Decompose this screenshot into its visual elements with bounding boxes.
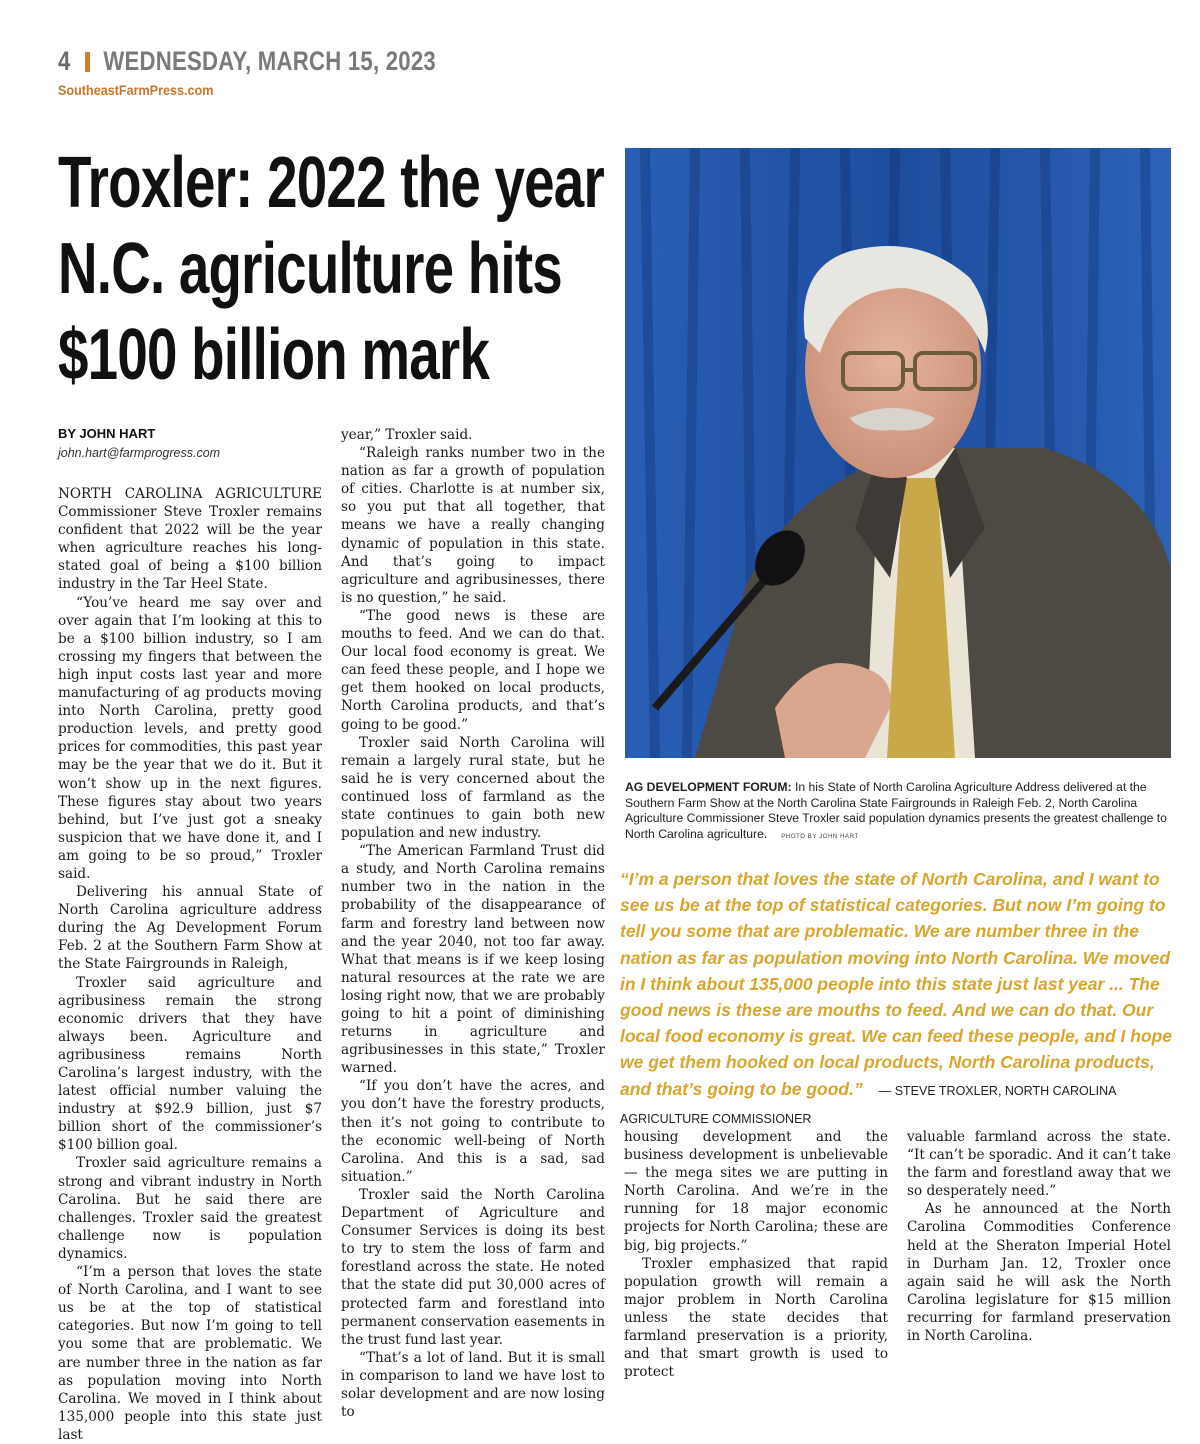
page-number: 4 (58, 46, 71, 76)
issue-date: WEDNESDAY, MARCH 15, 2023 (103, 46, 436, 76)
paragraph: “Raleigh ranks number two in the nation as far a growth of population of cities. Charlotte is at number six, so you put that all together, that means we have a really changing dynamic of population in this state. And that’s going to impact agriculture and agribusinesses, there is no question,” he said. (341, 445, 605, 606)
paragraph: “The good news is these are mouths to feed. And we can do that. Our local food economy is great. We can feed these people, and I hope we get them hooked on local products, North Carolina products, and that’s going to be good.” (341, 607, 605, 733)
paragraph: “That’s a lot of land. But it is small in comparison to land we have lost to solar development and are now losing to (341, 1349, 605, 1421)
article-column-4 (907, 1128, 1171, 1345)
photo-credit: PHOTO BY JOHN HART (781, 833, 859, 840)
paragraph: year,” Troxler said. (341, 427, 473, 443)
headline-line-2: N.C. agriculture hits (58, 229, 562, 309)
headline-line-1: Troxler: 2022 the year (58, 143, 605, 223)
paragraph: Troxler said the North Carolina Department of Agriculture and Consumer Services is doing its best to try to stem the loss of farm and forestland across the state. He noted that the state did put 30,000 acres of protected farm and forestland into permanent conservation easements in the trust fund last year. (341, 1186, 605, 1348)
paragraph: Delivering his annual State of North Carolina agriculture address during the Ag Development Forum Feb. 2 at the Southern Farm Show at the State Fairgrounds in Raleigh, (58, 884, 322, 973)
paragraph: Troxler said North Carolina will remain a largely rural state, but he said he is very concerned about the continued loss of farmland as the state continues to gain both new population and new industry. (341, 734, 605, 842)
commissioner-photo (625, 148, 1171, 758)
paragraph: As he announced at the North Carolina Commodities Conference held at the Sheraton Imperial Hotel in Durham Jan. 12, Troxler once again said he will ask the North Carolina legislature for $15 million recurring for farmland preservation in North Carolina. (907, 1201, 1171, 1345)
page-folio (58, 46, 436, 77)
paragraph: Troxler said agriculture remains a strong and vibrant industry in North Carolina. But he said there are challenges. Troxler said the greatest challenge now is population dynamics. (58, 1155, 322, 1262)
paragraph: “I’m a person that loves the state of North Carolina, and I want to see us be at the top of statistical categories. But now I’m going to tell you some that are problematic. We are number three in the nation as far as population moving into North Carolina. We moved in I think about 135,000 people into this state just last (58, 1264, 322, 1443)
author-email: john.hart@farmprogress.com (58, 446, 221, 460)
headline (58, 140, 605, 398)
photo-illustration (625, 148, 1171, 758)
site-url: SoutheastFarmPress.com (58, 82, 214, 98)
headline-line-3: $100 billion mark (58, 315, 490, 395)
article-column-3 (624, 1128, 888, 1381)
folio-divider (85, 52, 90, 72)
article-column-2 (341, 426, 605, 1421)
caption-label: AG DEVELOPMENT FORUM: (625, 780, 792, 794)
paragraph: valuable farmland across the state. “It can’t be sporadic. And it can’t take the farm and forestland away that we so desperately need.” (907, 1129, 1171, 1200)
paragraph: “The American Farmland Trust did a study, and North Carolina remains number two in the nation in the probability of the disappearance of farm and forestry land between now and the year 2040, not too far away. What that means is if we keep losing natural resources at the rate we are losing right now, that we are probably going to hit a point of diminishing returns in agriculture and agribusinesses in this state,” Troxler warned. (341, 843, 605, 1077)
byline: BY JOHN HART (58, 426, 156, 441)
paragraph: “You’ve heard me say over and over again that I’m looking at this to be a $100 billion industry, so I am crossing my fingers that between the high input costs last year and more manufacturing of ag products moving into North Carolina, pretty good production levels, and pretty good prices for commodities, this past year may be the year that we do it. But it won’t show up in the next figures. These figures stay about two years behind, but I’ve just got a sneaky suspicion that we have done it, and I am going to be so proud,” Troxler said. (58, 594, 322, 882)
pull-quote-text: “I’m a person that loves the state of North Carolina, and I want to see us be at the top of statistical categories. But now I’m going to tell you some that are problematic. We are number three in the nation as far as population moving into North Carolina. We moved in I think about 135,000 people into this state just last year ... The good news is these are mouths to feed. And we can do that. Our local food economy is great. We can feed these people, and I hope we get them hooked on local products, North Carolina products, and that’s going to be good.” (620, 869, 1173, 1099)
paragraph: NORTH CAROLINA AGRICULTURE Commissioner Steve Troxler remains confident that 2022 will be the year when agriculture reaches his long-stated goal of being a $100 billion industry in the Tar Heel State. (58, 486, 322, 593)
paragraph: housing development and the business development is unbelievable — the mega sites we are putting in North Carolina. And we’re in the running for 18 major economic projects for North Carolina; these are big, big projects.” (624, 1129, 888, 1254)
paragraph: Troxler said agriculture and agribusiness remain the strong economic drivers that they have always been. Agriculture and agribusiness remains North Carolina’s largest industry, with the latest official number valuing the industry at $92.9 billion, just $7 billion short of the commissioner’s $100 billion goal. (58, 974, 322, 1154)
caption-text: In his State of North Carolina Agriculture Address delivered at the Southern Farm Show at the North Carolina State Fairgrounds in Raleigh Feb. 2, North Carolina Agriculture Commissioner Steve Troxler said population dynamics presents the greatest challenge to North Carolina agriculture. (625, 780, 1167, 841)
photo-caption (625, 780, 1171, 845)
paragraph: “If you don’t have the acres, and you don’t have the forestry products, then it’s not going to contribute to the economic well-being of North Carolina. And this is a sad, sad situation.” (341, 1078, 605, 1185)
pull-quote-attribution: — STEVE TROXLER, NORTH CAROLINA AGRICULTURE COMMISSIONER (620, 1083, 1116, 1126)
article-column-1 (58, 485, 322, 1444)
paragraph: Troxler emphasized that rapid population growth will remain a major problem in North Carolina unless the state decides that farmland preservation is a priority, and that smart growth is used to protect (624, 1255, 888, 1381)
pull-quote (620, 866, 1180, 1132)
